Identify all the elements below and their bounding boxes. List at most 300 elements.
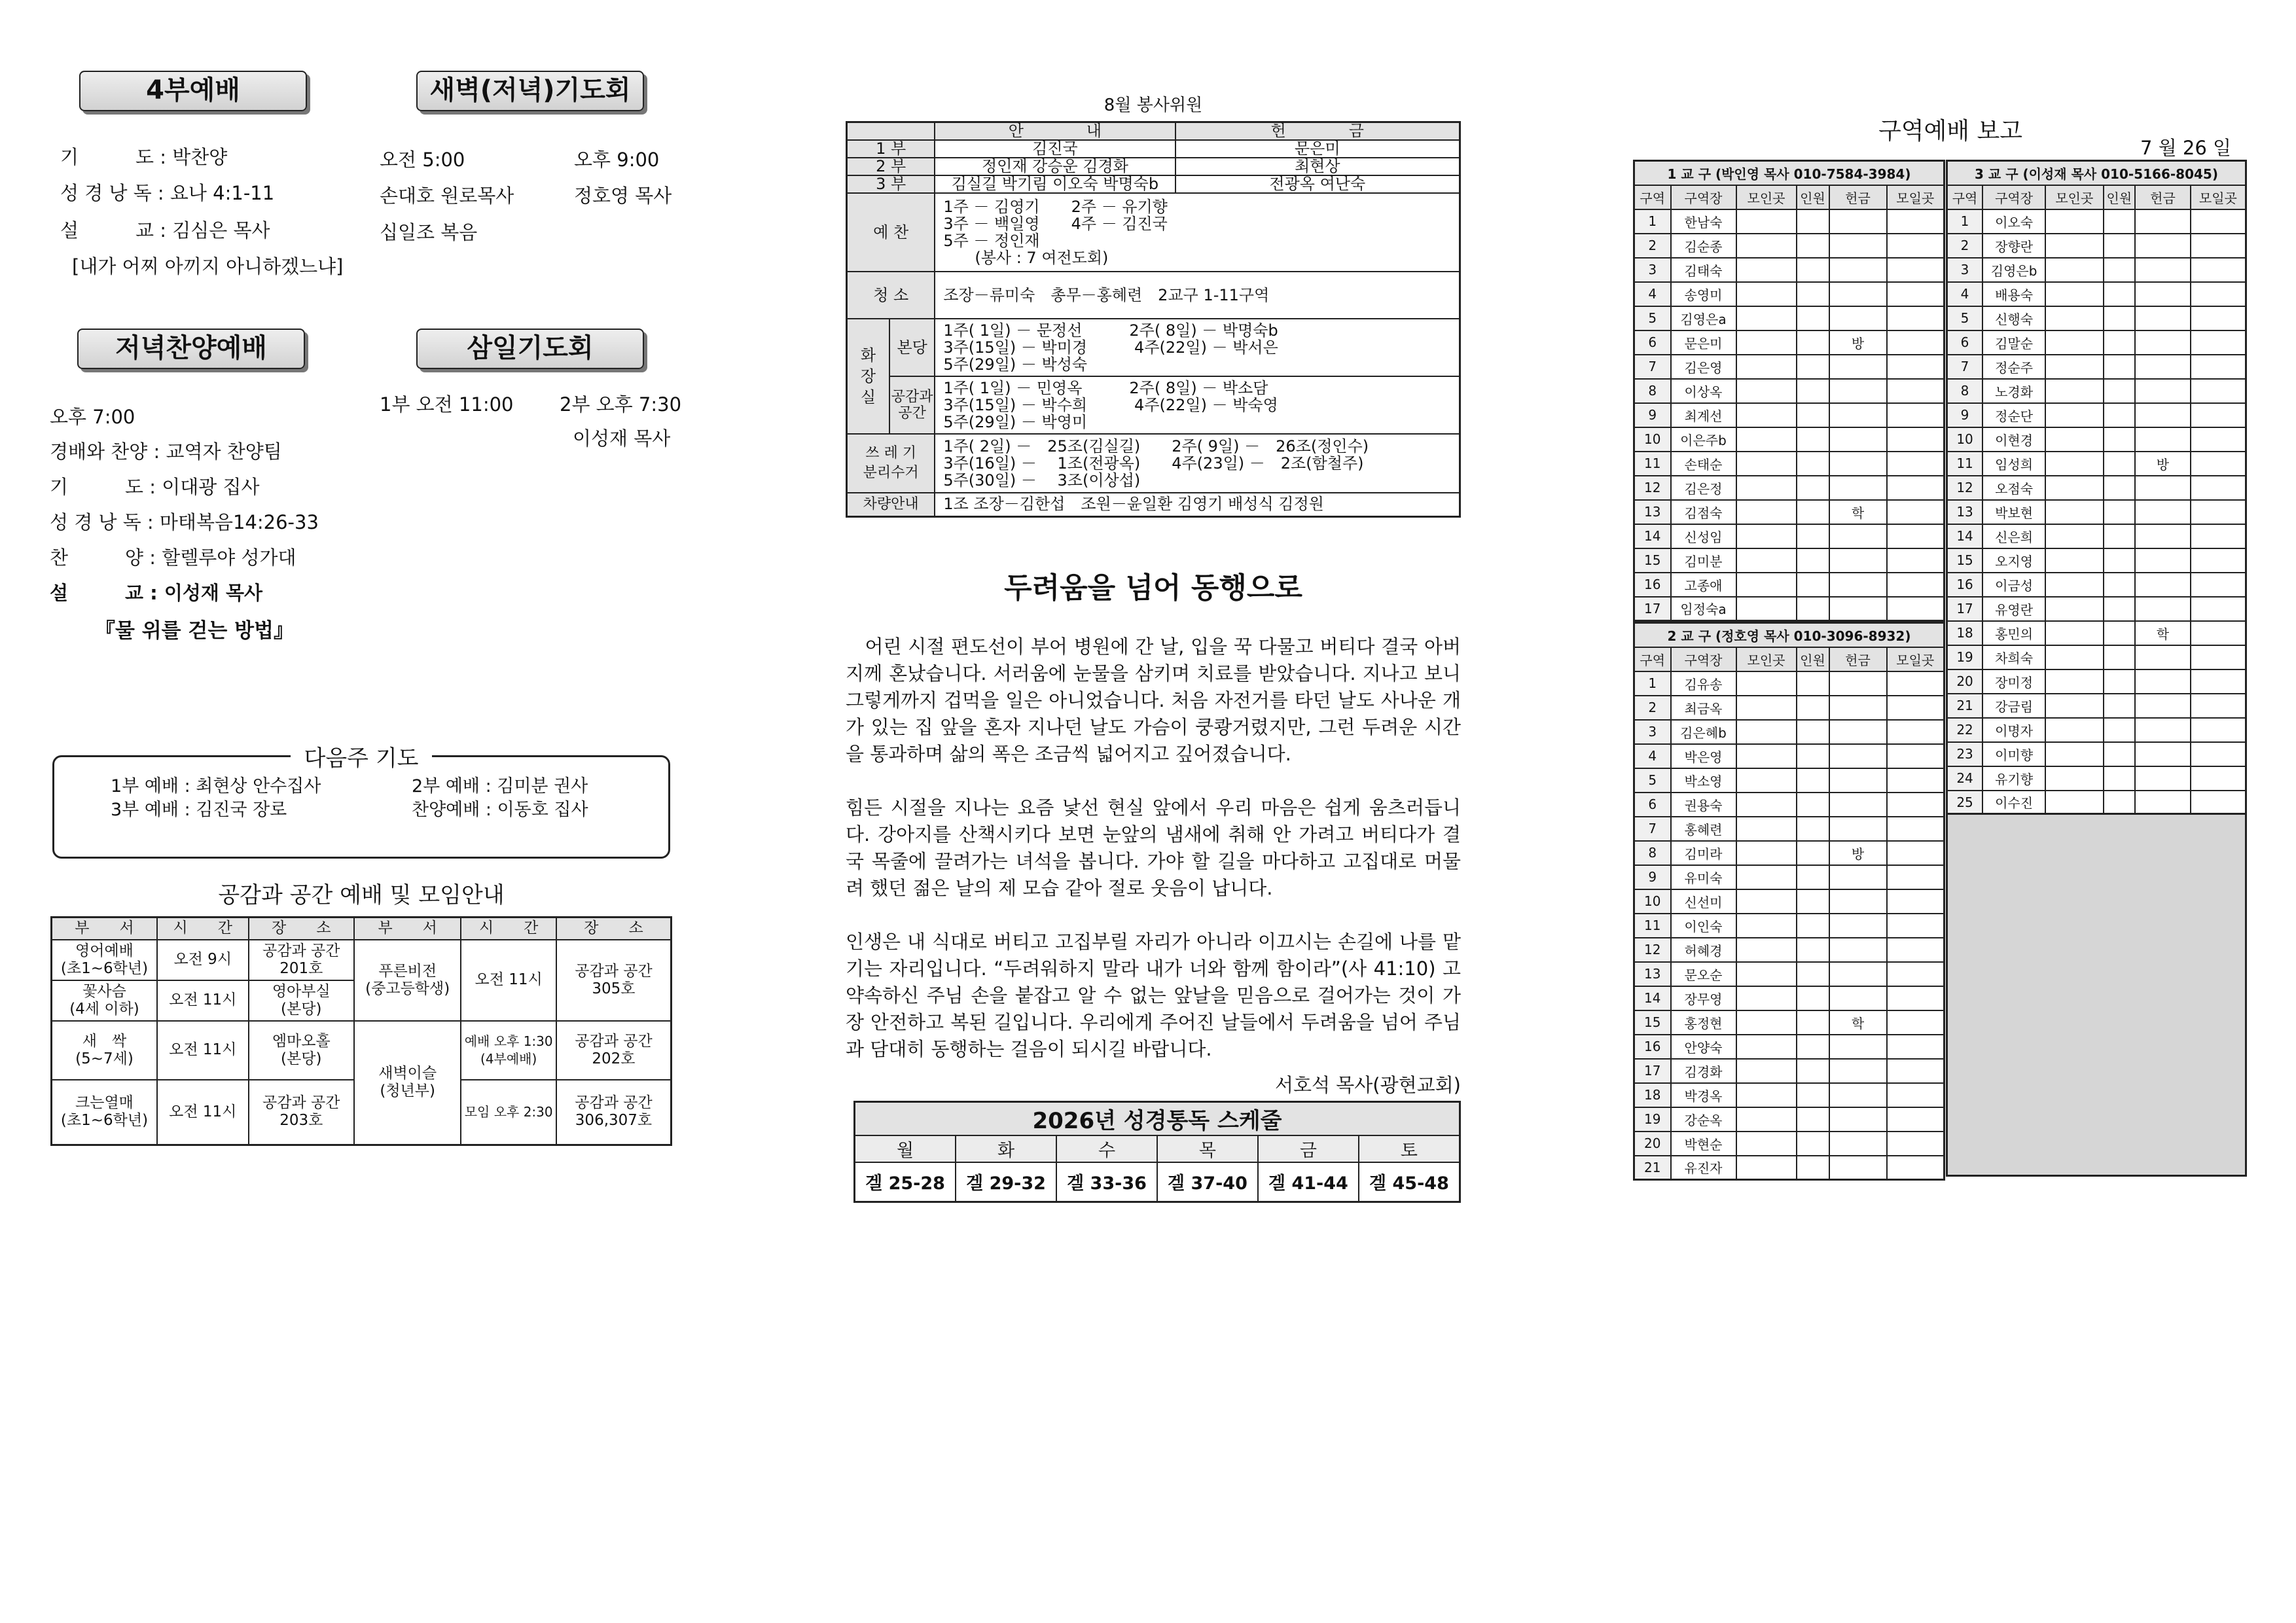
district-row bbox=[1634, 282, 1945, 306]
district-attendance bbox=[2104, 548, 2136, 573]
district-leader: 김순종 bbox=[1671, 234, 1736, 258]
district-meeting-place bbox=[1736, 330, 1797, 355]
district-offering bbox=[1829, 768, 1887, 793]
group-time: 모임 오후 2:30 bbox=[461, 1080, 556, 1145]
district-meeting-place bbox=[2045, 573, 2103, 597]
district-next-place bbox=[1887, 452, 1945, 476]
district-number: 12 bbox=[1634, 938, 1671, 962]
group-place: 공감과 공간 306,307호 bbox=[556, 1080, 672, 1145]
district-row bbox=[1947, 500, 2246, 524]
district-leader: 이현경 bbox=[1982, 427, 2045, 452]
district-leader: 홍정현 bbox=[1671, 1010, 1736, 1035]
district-row bbox=[1947, 524, 2246, 548]
district-offering bbox=[1829, 355, 1887, 379]
worship4-prayer: 기 도 : 박찬양 bbox=[60, 146, 228, 168]
wed-pastor: 이성재 목사 bbox=[573, 427, 671, 450]
committee-corner bbox=[847, 122, 935, 141]
district-next-place bbox=[2191, 258, 2246, 282]
group-schedule-table bbox=[50, 916, 672, 1146]
district-meeting-place bbox=[1736, 355, 1797, 379]
district-next-place bbox=[1887, 744, 1945, 768]
group-header: 부 서 bbox=[354, 918, 461, 940]
reading-chapters: 겔 45-48 bbox=[1359, 1162, 1460, 1202]
district-meeting-place bbox=[1736, 1107, 1797, 1132]
district-next-place bbox=[2191, 282, 2246, 306]
district-offering bbox=[1829, 597, 1887, 621]
district-meeting-place bbox=[1736, 696, 1797, 720]
district-next-place bbox=[1887, 234, 1945, 258]
district-leader: 장무영 bbox=[1671, 986, 1736, 1010]
district-leader: 김태숙 bbox=[1671, 258, 1736, 282]
district-number: 17 bbox=[1947, 597, 1983, 621]
district-offering: 방 bbox=[2135, 452, 2191, 476]
district-header: 인원 bbox=[2104, 185, 2136, 209]
restroom-main-schedule: 1주( 1일) － 문정선 2주( 8일) － 박명숙b 3주(15일) － 박미경 4주(22일) － 박서은 5주(29일) － 박성숙 bbox=[935, 319, 1460, 376]
dawn-time-1: 오전 5:00 bbox=[380, 149, 465, 171]
district-leader: 유영란 bbox=[1982, 597, 2045, 621]
district-attendance bbox=[1797, 841, 1829, 865]
district-number: 15 bbox=[1634, 548, 1671, 573]
reading-day: 화 bbox=[956, 1135, 1056, 1162]
district-number: 7 bbox=[1634, 355, 1671, 379]
district-number: 18 bbox=[1634, 1083, 1671, 1107]
district-meeting-place bbox=[1736, 234, 1797, 258]
district-leader: 최금옥 bbox=[1671, 696, 1736, 720]
district-caption: 1 교 구 (박인영 목사 010-7584-3984) bbox=[1634, 161, 1945, 185]
district-leader: 홍혜련 bbox=[1671, 817, 1736, 841]
district-leader: 이은주b bbox=[1671, 427, 1736, 452]
district-number: 11 bbox=[1634, 452, 1671, 476]
district-next-place bbox=[1887, 865, 1945, 889]
district-offering bbox=[1829, 234, 1887, 258]
district-attendance bbox=[2104, 621, 2136, 645]
district-next-place bbox=[1887, 914, 1945, 938]
service-committee-table bbox=[846, 121, 1461, 518]
district-next-place bbox=[1887, 403, 1945, 427]
district-number: 19 bbox=[1947, 645, 1983, 669]
essay-paragraph: 힘든 시절을 지나는 요즘 낯선 현실 앞에서 우리 마음은 쉽게 움츠러듭니다. 강아지를 산책시키다 보면 눈앞의 냄새에 취해 안 가려고 버티다가 결국 목줄에 끌려가는 녀석을 봅니다. 가야 할 길을 마다하고 고집대로 머물려 했던 젊은 날의 제 모습 같아 절로 웃음이 납니다. bbox=[846, 796, 1461, 899]
district-next-place bbox=[2191, 427, 2246, 452]
district-number: 7 bbox=[1634, 817, 1671, 841]
district-row bbox=[1634, 696, 1945, 720]
district-leader: 김유송 bbox=[1671, 671, 1736, 696]
cleaning-label: 청 소 bbox=[847, 272, 935, 319]
district-attendance bbox=[1797, 379, 1829, 403]
district-offering bbox=[1829, 1035, 1887, 1059]
district-number: 1 bbox=[1634, 671, 1671, 696]
district-row bbox=[1947, 573, 2246, 597]
district-attendance bbox=[2104, 476, 2136, 500]
reading-day: 토 bbox=[1359, 1135, 1460, 1162]
district-meeting-place bbox=[1736, 744, 1797, 768]
district-number: 5 bbox=[1947, 306, 1983, 330]
district-number: 19 bbox=[1634, 1107, 1671, 1132]
district-number: 23 bbox=[1947, 742, 1983, 766]
district-row bbox=[1634, 209, 1945, 234]
district-number: 20 bbox=[1947, 669, 1983, 694]
district-next-place bbox=[1887, 1156, 1945, 1180]
district-table-d1 bbox=[1633, 160, 1945, 622]
district-attendance bbox=[2104, 766, 2136, 791]
district-next-place bbox=[1887, 330, 1945, 355]
district-row bbox=[1634, 1132, 1945, 1156]
group-place: 공감과 공간 203호 bbox=[249, 1080, 354, 1145]
district-next-place bbox=[2191, 355, 2246, 379]
district-next-place bbox=[1887, 573, 1945, 597]
district-next-place bbox=[2191, 718, 2246, 742]
district-leader: 강순옥 bbox=[1671, 1107, 1736, 1132]
district-attendance bbox=[1797, 1035, 1829, 1059]
district-meeting-place bbox=[1736, 720, 1797, 744]
next-prayer-1: 1부 예배 : 최현상 안수집사 bbox=[111, 776, 321, 796]
district-meeting-place bbox=[2045, 669, 2103, 694]
district-next-place bbox=[2191, 791, 2246, 815]
district-next-place bbox=[2191, 645, 2246, 669]
district-caption: 2 교 구 (정호영 목사 010-3096-8932) bbox=[1634, 623, 1945, 647]
district-meeting-place bbox=[2045, 282, 2103, 306]
committee-offering: 전광옥 여난숙 bbox=[1175, 175, 1460, 193]
district-attendance bbox=[1797, 744, 1829, 768]
district-meeting-place bbox=[2045, 403, 2103, 427]
district-number: 15 bbox=[1634, 1010, 1671, 1035]
district-offering bbox=[1829, 1156, 1887, 1180]
district-number: 3 bbox=[1634, 258, 1671, 282]
district-header: 인원 bbox=[1797, 185, 1829, 209]
district-meeting-place bbox=[1736, 548, 1797, 573]
district-offering bbox=[1829, 209, 1887, 234]
district-leader: 김경화 bbox=[1671, 1059, 1736, 1083]
district-attendance bbox=[2104, 209, 2136, 234]
district-offering bbox=[2135, 573, 2191, 597]
district-row bbox=[1634, 524, 1945, 548]
district-meeting-place bbox=[2045, 791, 2103, 815]
district-header: 헌금 bbox=[1829, 647, 1887, 671]
district-offering bbox=[1829, 427, 1887, 452]
district-next-place bbox=[1887, 889, 1945, 914]
evening-time: 오후 7:00 bbox=[50, 406, 135, 428]
district-meeting-place bbox=[2045, 718, 2103, 742]
district-meeting-place bbox=[2045, 548, 2103, 573]
district-leader: 차희숙 bbox=[1982, 645, 2045, 669]
district-row bbox=[1947, 645, 2246, 669]
district-offering bbox=[1829, 986, 1887, 1010]
district-next-place bbox=[2191, 330, 2246, 355]
district-offering: 학 bbox=[2135, 621, 2191, 645]
reading-chapters: 겔 33-36 bbox=[1056, 1162, 1157, 1202]
district-row bbox=[1947, 209, 2246, 234]
district-offering: 학 bbox=[1829, 500, 1887, 524]
reading-day: 월 bbox=[855, 1135, 956, 1162]
district-offering bbox=[1829, 720, 1887, 744]
district-number: 6 bbox=[1947, 330, 1983, 355]
district-row bbox=[1634, 427, 1945, 452]
district-header: 구역장 bbox=[1671, 647, 1736, 671]
district-header: 모일곳 bbox=[1887, 185, 1945, 209]
district-meeting-place bbox=[2045, 766, 2103, 791]
reading-chapters: 겔 37-40 bbox=[1157, 1162, 1258, 1202]
committee-usher: 김실길 박기림 이오숙 박명숙b bbox=[935, 175, 1175, 193]
district-attendance bbox=[1797, 330, 1829, 355]
district-row bbox=[1634, 889, 1945, 914]
group-time: 오전 11시 bbox=[157, 1080, 249, 1145]
district-next-place bbox=[1887, 1083, 1945, 1107]
district-number: 13 bbox=[1947, 500, 1983, 524]
district-leader: 오지영 bbox=[1982, 548, 2045, 573]
district-row bbox=[1634, 1035, 1945, 1059]
district-next-place bbox=[2191, 573, 2246, 597]
district-header: 헌금 bbox=[2135, 185, 2191, 209]
district-row bbox=[1634, 500, 1945, 524]
committee-usher: 정인재 강승운 김경화 bbox=[935, 158, 1175, 175]
district-number: 8 bbox=[1634, 379, 1671, 403]
worship4-reading: 성 경 낭 독 : 요나 4:1-11 bbox=[60, 182, 275, 204]
district-offering bbox=[1829, 306, 1887, 330]
district-offering bbox=[2135, 427, 2191, 452]
group-header: 부 서 bbox=[52, 918, 157, 940]
district-leader: 손태순 bbox=[1671, 452, 1736, 476]
district-attendance bbox=[2104, 306, 2136, 330]
district-row bbox=[1634, 355, 1945, 379]
district-row bbox=[1634, 1059, 1945, 1083]
district-attendance bbox=[2104, 500, 2136, 524]
district-meeting-place bbox=[2045, 476, 2103, 500]
district-row bbox=[1634, 720, 1945, 744]
district-offering: 방 bbox=[1829, 330, 1887, 355]
committee-header-offering: 헌 금 bbox=[1175, 122, 1460, 141]
district-row bbox=[1634, 258, 1945, 282]
district-next-place bbox=[1887, 597, 1945, 621]
district-row bbox=[1634, 597, 1945, 621]
district-report-title: 구역예배 보고 bbox=[1878, 118, 2023, 145]
district-number: 2 bbox=[1947, 234, 1983, 258]
district-row bbox=[1947, 621, 2246, 645]
group-dept: 꽃사슴 (4세 이하) bbox=[52, 980, 157, 1021]
district-offering bbox=[2135, 258, 2191, 282]
district-offering bbox=[2135, 330, 2191, 355]
district-next-place bbox=[1887, 306, 1945, 330]
district-offering bbox=[1829, 258, 1887, 282]
district-offering bbox=[2135, 306, 2191, 330]
district-row bbox=[1947, 548, 2246, 573]
committee-header-usher: 안 내 bbox=[935, 122, 1175, 141]
restroom-main-label: 본당 bbox=[889, 319, 935, 376]
district-offering bbox=[1829, 817, 1887, 841]
group-place: 엠마오홀 (본당) bbox=[249, 1021, 354, 1080]
district-leader: 김점숙 bbox=[1671, 500, 1736, 524]
district-number: 10 bbox=[1634, 889, 1671, 914]
district-number: 4 bbox=[1634, 744, 1671, 768]
cleaning-schedule: 조장－류미숙 총무－홍혜련 2교구 1-11구역 bbox=[935, 272, 1460, 319]
district-attendance bbox=[1797, 671, 1829, 696]
district-next-place bbox=[1887, 720, 1945, 744]
district-leader: 신선미 bbox=[1671, 889, 1736, 914]
district-offering bbox=[1829, 889, 1887, 914]
district-number: 13 bbox=[1634, 962, 1671, 986]
district-attendance bbox=[1797, 986, 1829, 1010]
district-offering bbox=[1829, 452, 1887, 476]
district-row bbox=[1947, 742, 2246, 766]
district-next-place bbox=[2191, 621, 2246, 645]
district-meeting-place bbox=[1736, 476, 1797, 500]
next-week-prayer-title: 다음주 기도 bbox=[291, 745, 431, 772]
group-dept: 새벽이슬 (청년부) bbox=[354, 1021, 461, 1145]
district-number: 3 bbox=[1947, 258, 1983, 282]
district-offering bbox=[2135, 524, 2191, 548]
reading-chapters: 겔 25-28 bbox=[855, 1162, 956, 1202]
district-next-place bbox=[1887, 355, 1945, 379]
district-offering bbox=[1829, 744, 1887, 768]
restroom-hall-label: 공감과 공간 bbox=[889, 376, 935, 434]
district-header: 헌금 bbox=[1829, 185, 1887, 209]
district-next-place bbox=[2191, 209, 2246, 234]
committee-offering: 최현상 bbox=[1175, 158, 1460, 175]
district-attendance bbox=[2104, 234, 2136, 258]
district-header: 구역장 bbox=[1982, 185, 2045, 209]
district-caption: 3 교 구 (이성재 목사 010-5166-8045) bbox=[1947, 161, 2246, 185]
district-meeting-place bbox=[1736, 865, 1797, 889]
district-leader: 장향란 bbox=[1982, 234, 2045, 258]
district-meeting-place bbox=[1736, 452, 1797, 476]
district-row bbox=[1947, 452, 2246, 476]
district-number: 14 bbox=[1634, 986, 1671, 1010]
district-leader: 김말순 bbox=[1982, 330, 2045, 355]
bible-reading-table bbox=[853, 1101, 1461, 1203]
district-leader: 이오숙 bbox=[1982, 209, 2045, 234]
district-next-place bbox=[2191, 379, 2246, 403]
group-place: 공감과 공간 201호 bbox=[249, 940, 354, 980]
district-leader: 김영은a bbox=[1671, 306, 1736, 330]
district-next-place bbox=[2191, 742, 2246, 766]
district-meeting-place bbox=[2045, 209, 2103, 234]
district-next-place bbox=[2191, 597, 2246, 621]
group-header: 시 간 bbox=[157, 918, 249, 940]
district-next-place bbox=[1887, 427, 1945, 452]
district-row bbox=[1634, 962, 1945, 986]
district-attendance bbox=[1797, 720, 1829, 744]
district-number: 4 bbox=[1947, 282, 1983, 306]
district-attendance bbox=[2104, 597, 2136, 621]
district-row bbox=[1947, 258, 2246, 282]
district-meeting-place bbox=[2045, 524, 2103, 548]
district-number: 21 bbox=[1947, 694, 1983, 718]
district-meeting-place bbox=[1736, 962, 1797, 986]
district-number: 9 bbox=[1947, 403, 1983, 427]
reading-day: 금 bbox=[1258, 1135, 1359, 1162]
district-row bbox=[1947, 669, 2246, 694]
district-row bbox=[1634, 1010, 1945, 1035]
district-number: 8 bbox=[1947, 379, 1983, 403]
parking-label: 차량안내 bbox=[847, 493, 935, 516]
district-leader: 임성희 bbox=[1982, 452, 2045, 476]
district-attendance bbox=[1797, 355, 1829, 379]
district-meeting-place bbox=[2045, 597, 2103, 621]
district-header: 모인곳 bbox=[1736, 185, 1797, 209]
district-next-place bbox=[1887, 938, 1945, 962]
district-next-place bbox=[1887, 1010, 1945, 1035]
reading-chapters: 겔 41-44 bbox=[1258, 1162, 1359, 1202]
district-next-place bbox=[1887, 1059, 1945, 1083]
district-number: 16 bbox=[1947, 573, 1983, 597]
district-row bbox=[1634, 452, 1945, 476]
essay-paragraph: 어린 시절 편도선이 부어 병원에 간 날, 입을 꾹 다물고 버티다 결국 아버지께 혼났습니다. 서러움에 눈물을 삼키며 치료를 받았습니다. 지나고 보니 그렇게까지 겁먹을 일은 아니었습니다. 처음 자전거를 타던 날도 사나운 개가 있는 집 앞을 혼자 지나던 날도 가슴이 쿵쾅거렸지만, 그런 두려운 시간을 통과하며 삶의 폭은 조금씩 넓어지고 깊어졌습니다. bbox=[846, 635, 1461, 765]
district-number: 15 bbox=[1947, 548, 1983, 573]
group-place: 공감과 공간 305호 bbox=[556, 940, 672, 1021]
district-leader: 박은영 bbox=[1671, 744, 1736, 768]
district-leader: 노경화 bbox=[1982, 379, 2045, 403]
worship4-title: 4부예배 bbox=[79, 71, 307, 111]
district-attendance bbox=[1797, 209, 1829, 234]
evening-sermon-title: 『물 위를 걷는 방법』 bbox=[95, 619, 294, 643]
restroom-label: 화 장 실 bbox=[847, 319, 889, 434]
district-attendance bbox=[1797, 258, 1829, 282]
district-number: 7 bbox=[1947, 355, 1983, 379]
district-row bbox=[1947, 282, 2246, 306]
district-attendance bbox=[2104, 379, 2136, 403]
essay-paragraph: 인생은 내 식대로 버티고 고집부릴 자리가 아니라 이끄시는 손길에 나를 맡기는 자리입니다. “두려워하지 말라 내가 너와 함께 함이라”(사 41:10) 고 약속하신 주님 손을 붙잡고 알 수 없는 앞날을 믿음으로 걸어가는 것이 가장 안전하고 복된 길입니다. 우리에게 주어진 날들에서 두려움을 넘어 주님과 담대히 동행하는 걸음이 되시길 바랍니다. bbox=[846, 931, 1461, 1060]
district-attendance bbox=[1797, 696, 1829, 720]
district-leader: 김은혜b bbox=[1671, 720, 1736, 744]
district-meeting-place bbox=[1736, 1035, 1797, 1059]
committee-offering: 문은미 bbox=[1175, 140, 1460, 158]
district-meeting-place bbox=[1736, 914, 1797, 938]
district-attendance bbox=[2104, 645, 2136, 669]
district-offering bbox=[2135, 209, 2191, 234]
district-leader: 정순단 bbox=[1982, 403, 2045, 427]
district-attendance bbox=[2104, 355, 2136, 379]
district-offering bbox=[2135, 597, 2191, 621]
district-number: 11 bbox=[1947, 452, 1983, 476]
district-attendance bbox=[2104, 718, 2136, 742]
district-number: 20 bbox=[1634, 1132, 1671, 1156]
district-number: 10 bbox=[1634, 427, 1671, 452]
district-offering: 학 bbox=[1829, 1010, 1887, 1035]
district-attendance bbox=[1797, 452, 1829, 476]
district-leader: 오점숙 bbox=[1982, 476, 2045, 500]
district-number: 12 bbox=[1947, 476, 1983, 500]
district-offering bbox=[1829, 938, 1887, 962]
district-offering bbox=[1829, 548, 1887, 573]
evening-reading: 성 경 낭 독 : 마태복음14:26-33 bbox=[50, 511, 319, 533]
district-header: 인원 bbox=[1797, 647, 1829, 671]
district-next-place bbox=[2191, 403, 2246, 427]
district-attendance bbox=[1797, 427, 1829, 452]
district-row bbox=[1634, 744, 1945, 768]
district-offering bbox=[1829, 282, 1887, 306]
district-number: 21 bbox=[1634, 1156, 1671, 1180]
district-header: 모일곳 bbox=[1887, 647, 1945, 671]
district-attendance bbox=[2104, 669, 2136, 694]
district-attendance bbox=[2104, 258, 2136, 282]
district-number: 14 bbox=[1947, 524, 1983, 548]
district-row bbox=[1947, 694, 2246, 718]
district-leader: 임정숙a bbox=[1671, 597, 1736, 621]
essay-body bbox=[846, 633, 1461, 1099]
district-attendance bbox=[1797, 306, 1829, 330]
district-meeting-place bbox=[1736, 768, 1797, 793]
district-attendance bbox=[1797, 548, 1829, 573]
district-row bbox=[1634, 573, 1945, 597]
district-leader: 배용숙 bbox=[1982, 282, 2045, 306]
district-next-place bbox=[2191, 306, 2246, 330]
district-meeting-place bbox=[1736, 1083, 1797, 1107]
district-number: 10 bbox=[1947, 427, 1983, 452]
district-offering bbox=[1829, 524, 1887, 548]
district-leader: 유미숙 bbox=[1671, 865, 1736, 889]
district-meeting-place bbox=[2045, 500, 2103, 524]
district-offering bbox=[1829, 865, 1887, 889]
district-meeting-place bbox=[1736, 889, 1797, 914]
group-place: 영아부실 (본당) bbox=[249, 980, 354, 1021]
